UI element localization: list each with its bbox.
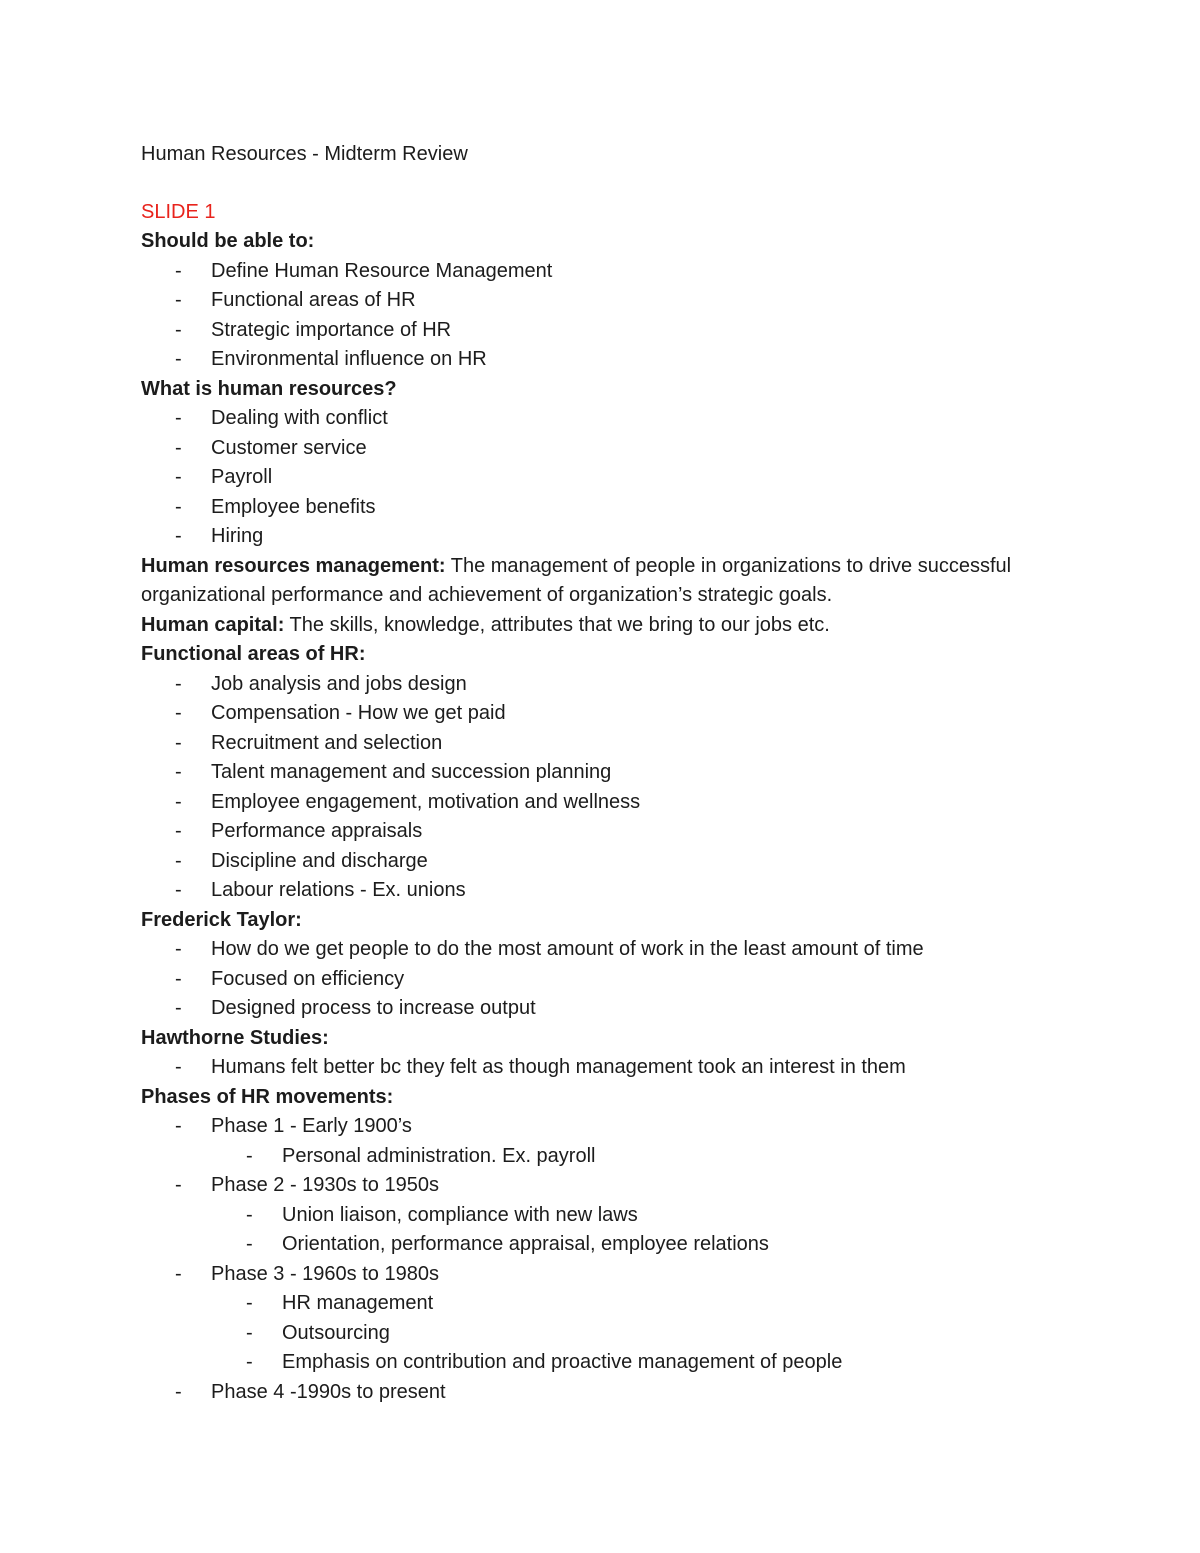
bullet-dash: -: [175, 289, 182, 311]
definition-human-capital: [141, 611, 1041, 641]
list-item: - Strategic importance of HR: [141, 316, 1041, 346]
definition-term: Human capital:: [141, 613, 285, 636]
sub-list-item: - Union liaison, compliance with new laws: [141, 1201, 1041, 1231]
bullet-dash: -: [175, 820, 182, 842]
bullet-dash: -: [246, 1321, 253, 1344]
list-item: - Humans felt better bc they felt as though management took an interest in them: [141, 1053, 1041, 1083]
bullet-dash: -: [175, 1056, 182, 1078]
bullet-dash: -: [175, 1380, 182, 1403]
sub-list-item: - Personal administration. Ex. payroll: [141, 1142, 1041, 1172]
list-item: - Define Human Resource Management: [141, 257, 1041, 287]
bullet-dash: -: [175, 259, 182, 282]
list-item: - Discipline and discharge: [141, 847, 1041, 877]
definition-term: Human resources management:: [141, 554, 446, 577]
phase-item: - Phase 3 - 1960s to 1980s: [141, 1260, 1041, 1290]
list-item: - Hiring: [141, 522, 1041, 552]
bullet-dash: -: [246, 1233, 253, 1255]
bullet-dash: -: [175, 407, 182, 429]
definition-text: The skills, knowledge, attributes that we bring to our jobs etc.: [284, 613, 830, 636]
sub-list-item: - Emphasis on contribution and proactive management of people: [141, 1348, 1041, 1378]
phase-item: - Phase 2 - 1930s to 1950s: [141, 1171, 1041, 1201]
bullet-dash: -: [175, 466, 182, 488]
list-item: - Dealing with conflict: [141, 404, 1041, 434]
list-item: - Job analysis and jobs design: [141, 670, 1041, 700]
list-item: - Designed process to increase output: [141, 994, 1041, 1024]
section-heading-functional-areas: Functional areas of HR:: [141, 643, 366, 665]
definition-text: The management of people in organizations to drive successful organizational performance and achievement of organization’s strategic goals.: [141, 554, 1012, 606]
bullet-dash: -: [175, 967, 182, 990]
bullet-dash: -: [246, 1292, 253, 1314]
list-item: - Talent management and succession planning: [141, 758, 1041, 788]
list-item: - Environmental influence on HR: [141, 345, 1041, 375]
section-heading-taylor: Frederick Taylor:: [141, 908, 302, 931]
bullet-dash: -: [246, 1203, 253, 1226]
bullet-dash: -: [175, 672, 182, 695]
bullet-dash: -: [175, 702, 182, 724]
sub-list-item: - Outsourcing: [141, 1319, 1041, 1349]
bullet-dash: -: [175, 348, 182, 370]
section-heading-what-is-hr: What is human resources?: [141, 377, 397, 400]
bullet-dash: -: [175, 731, 182, 754]
phase-item: - Phase 1 - Early 1900’s: [141, 1112, 1041, 1142]
list-item: - Recruitment and selection: [141, 729, 1041, 759]
list-item: - How do we get people to do the most amount of work in the least amount of time: [141, 935, 1041, 965]
sub-list-item: - HR management: [141, 1289, 1041, 1319]
bullet-dash: -: [175, 495, 182, 518]
definition-hrm: [141, 552, 1041, 611]
bullet-dash: -: [246, 1351, 253, 1373]
list-item: - Compensation - How we get paid: [141, 699, 1041, 729]
bullet-dash: -: [175, 879, 182, 901]
sub-list-item: - Orientation, performance appraisal, employee relations: [141, 1230, 1041, 1260]
section-heading-should-be-able: Should be able to:: [141, 230, 315, 252]
bullet-dash: -: [175, 1262, 182, 1285]
bullet-dash: -: [175, 790, 182, 813]
list-item: - Employee engagement, motivation and wellness: [141, 788, 1041, 818]
list-item: - Functional areas of HR: [141, 286, 1041, 316]
bullet-dash: -: [175, 318, 182, 341]
bullet-dash: -: [175, 436, 182, 459]
bullet-dash: -: [246, 1144, 253, 1167]
bullet-dash: -: [175, 1115, 182, 1137]
document-title: Human Resources - Midterm Review: [141, 143, 468, 165]
bullet-dash: -: [175, 525, 182, 547]
bullet-dash: -: [175, 849, 182, 872]
list-item: - Performance appraisals: [141, 817, 1041, 847]
slide-label: SLIDE 1: [141, 200, 216, 223]
bullet-dash: -: [175, 761, 182, 783]
bullet-dash: -: [175, 997, 182, 1019]
list-item: - Employee benefits: [141, 493, 1041, 523]
bullet-dash: -: [175, 938, 182, 960]
phase-item: - Phase 4 -1990s to present: [141, 1378, 1041, 1408]
document-body: [141, 140, 1041, 1407]
list-item: - Payroll: [141, 463, 1041, 493]
bullet-dash: -: [175, 1174, 182, 1196]
list-item: - Customer service: [141, 434, 1041, 464]
list-item: - Focused on efficiency: [141, 965, 1041, 995]
section-heading-phases: Phases of HR movements:: [141, 1085, 394, 1108]
section-heading-hawthorne: Hawthorne Studies:: [141, 1026, 329, 1049]
list-item: - Labour relations - Ex. unions: [141, 876, 1041, 906]
